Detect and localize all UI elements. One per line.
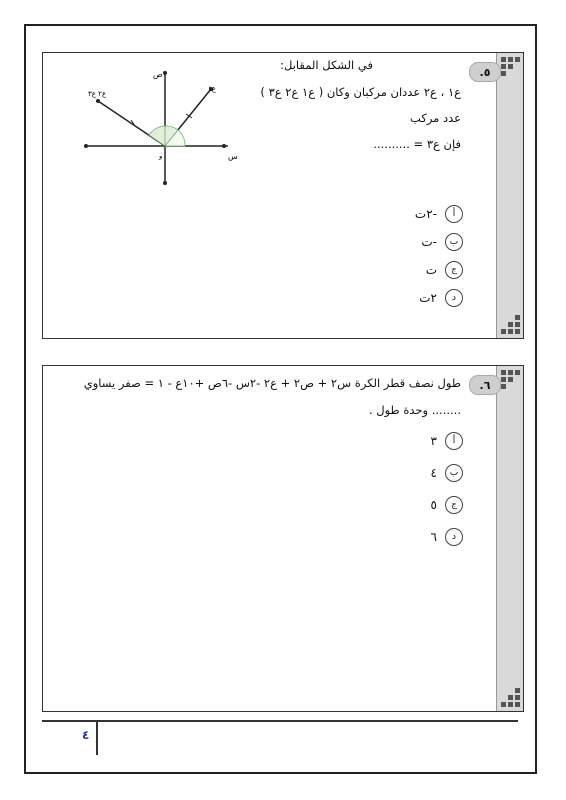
footer-divider	[42, 720, 518, 722]
question-number-badge: .٥	[469, 62, 501, 82]
question-text: ........ وحدة طول .	[368, 403, 461, 417]
answer-option[interactable]	[431, 528, 463, 546]
option-text: -ت	[421, 235, 437, 249]
option-letter-circle[interactable]: د	[445, 528, 463, 546]
y-axis-label: ص	[153, 70, 163, 79]
option-letter-circle[interactable]: ج	[445, 496, 463, 514]
question-text: طول نصف قطر الكرة س٢ + ص٢ + ع٢ -٢س -٦ص +١٠ع - ١ = صفر يساوي	[83, 376, 461, 390]
point-label: ع١	[208, 85, 216, 93]
option-text: ٢ت	[419, 291, 437, 305]
option-text: -٢ت	[414, 207, 437, 221]
option-letter-circle[interactable]: د	[445, 289, 463, 307]
question-text: فإن ع٣ = ..........	[373, 137, 461, 151]
answer-option[interactable]	[419, 289, 463, 307]
question-text: ع١ ، ع٢ عددان مركبان وكان ( ع١ ع٢ ع٣ )	[260, 85, 461, 99]
answer-option[interactable]	[415, 205, 463, 223]
answer-option[interactable]	[426, 261, 463, 279]
answer-option[interactable]	[421, 233, 463, 251]
point-label: ع٢ ع٣	[88, 90, 107, 98]
page-number: ٤	[82, 728, 90, 742]
answer-option[interactable]	[431, 464, 463, 482]
origin-label: و	[159, 152, 163, 160]
question-5-box	[42, 52, 524, 339]
option-text: ت	[425, 263, 437, 277]
question-sidebar	[496, 53, 523, 338]
question-sidebar	[496, 366, 523, 711]
option-letter-circle[interactable]: ب	[445, 464, 463, 482]
option-text: ٤	[430, 466, 437, 480]
answer-option[interactable]	[431, 432, 463, 450]
question-text: عدد مركب	[410, 111, 461, 125]
complex-plane-diagram	[83, 63, 273, 203]
question-text: في الشكل المقابل:	[280, 58, 373, 72]
option-text: ٦	[430, 530, 437, 544]
answer-option[interactable]	[431, 496, 463, 514]
footer-vertical-divider	[96, 721, 98, 755]
option-letter-circle[interactable]: أ	[445, 205, 463, 223]
x-axis-label: س	[228, 152, 238, 161]
option-letter-circle[interactable]: أ	[445, 432, 463, 450]
option-letter-circle[interactable]: ب	[445, 233, 463, 251]
question-6-box	[42, 365, 524, 712]
option-text: ٥	[430, 498, 437, 512]
option-text: ٣	[430, 434, 437, 448]
question-number-badge: .٦	[469, 375, 501, 395]
option-letter-circle[interactable]: ج	[445, 261, 463, 279]
